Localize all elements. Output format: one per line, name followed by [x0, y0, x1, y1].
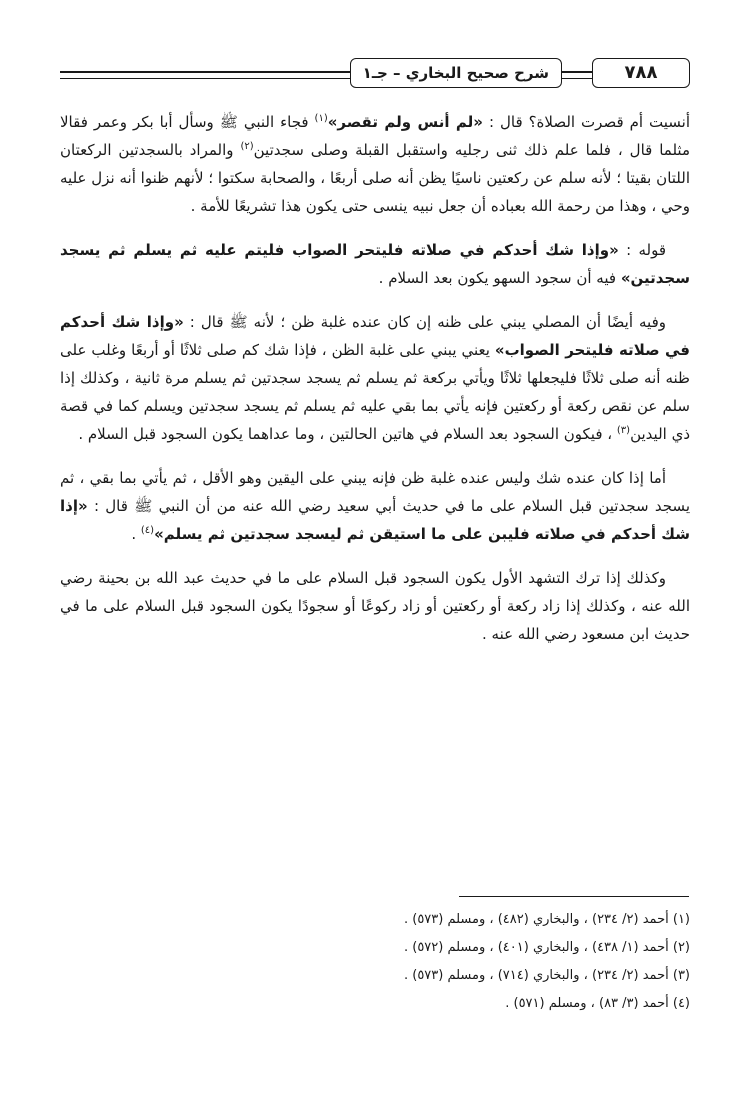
- footnote-3: (٣) أحمد (٢/ ٢٣٤) ، والبخاري (٧١٤) ، ومسلم (٥٧٣) .: [403, 968, 690, 983]
- paragraph-4: [60, 464, 690, 548]
- text-run: أنسيت أم قصرت الصلاة؟ قال :: [483, 113, 690, 131]
- text-run: .: [131, 525, 141, 543]
- footnote-4: (٤) أحمد (٣/ ٨٣) ، ومسلم (٥٧١) .: [505, 996, 690, 1011]
- text-run: وكذلك إذا ترك التشهد الأول يكون السجود قبل السلام على ما في حديث عبد الله بن بحينة رضي الله عنه ، وكذلك إذا زاد ركعة أو ركعتين أو زاد ركوعًا أو سجودًا يكون السجود قبل السلام على ما في حديث ابن مسعود رضي الله عنه .: [60, 569, 690, 643]
- paragraph-3: [60, 308, 690, 448]
- text-run: وفيه أيضًا أن المصلي يبني على ظنه إن كان عنده غلبة ظن ؛ لأنه ﷺ قال :: [183, 313, 666, 331]
- hadith-quote: «وإذا شك أحدكم في صلاته فليتحر الصواب»: [60, 313, 690, 359]
- running-header: [60, 58, 690, 88]
- footnote-ref-1[interactable]: (١): [314, 113, 328, 124]
- footnote-ref-2[interactable]: (٢): [240, 141, 254, 152]
- hadith-quote: «وإذا شك أحدكم في صلاته فليتحر الصواب فليتم عليه ثم يسلم ثم يسجد سجدتين»: [60, 241, 690, 287]
- footnote-2: (٢) أحمد (١/ ٤٣٨) ، والبخاري (٤٠١) ، ومسلم (٥٧٢) .: [403, 940, 690, 955]
- footnote-separator: [459, 896, 689, 897]
- text-run: والمراد بالسجدتين الركعتان اللتان بقيتا ؛ لأنه سلم عن ركعتين ناسيًا يظن أنه صلى أربعًا ، والصحابة سكتوا ؛ لأنهم ظنوا أنه نزل عليه وحي ، وهذا من رحمة الله بعباده أن جعل نبيه ينسى حتى يكون هذا تشريعًا للأمة .: [60, 141, 690, 215]
- text-run: أما إذا كان عنده شك وليس عنده غلبة ظن فإنه يبني على اليقين وهو الأقل ، ثم يأتي بما بقي ، ثم يسجد سجدتين قبل السلام على ما في حديث أبي سعيد رضي الله عنه من أن النبي ﷺ قال :: [60, 469, 690, 515]
- paragraph-2: [60, 236, 690, 292]
- text-run: فيه أن سجود السهو يكون بعد السلام .: [378, 269, 621, 287]
- main-text: [60, 108, 690, 664]
- book-title: شرح صحيح البخاري – جـ١: [350, 58, 562, 88]
- footnote-ref-3[interactable]: (٣): [616, 425, 631, 436]
- footnotes: [60, 906, 690, 1018]
- paragraph-1: [60, 108, 690, 220]
- page-number: ٧٨٨: [592, 58, 690, 88]
- text-run: ، فيكون السجود بعد السلام في هاتين الحالتين ، وما عداهما يكون السجود قبل السلام .: [78, 425, 617, 443]
- paragraph-5: [60, 564, 690, 648]
- text-run: يعني يبني على غلبة الظن ، فإذا شك كم صلى ثلاثًا أو أربعًا وغلب على ظنه أنه صلى ثلاثًا فليجعلها ثلاثًا ويأتي بركعة ثم يسلم ثم يسجد سجدتين ثم يسلم مرة ثانية ، وكذلك إذا سلم عن نقص ركعة أو ركعتين فإنه يأتي بما بقي عليه ثم يسلم ثم يسجد سجدتين ويسلم كما في قصة ذي اليدين: [60, 341, 690, 443]
- hadith-quote: «لم أنس ولم تقصر»: [327, 113, 483, 131]
- footnote-ref-4[interactable]: (٤): [140, 525, 155, 536]
- footnote-1: (١) أحمد (٢/ ٢٣٤) ، والبخاري (٤٨٢) ، ومسلم (٥٧٣) .: [403, 912, 690, 927]
- text-run: قوله :: [618, 241, 666, 259]
- hadith-quote: «إذا شك أحدكم في صلاته فليبن على ما استيقن ثم ليسجد سجدتين ثم يسلم»: [60, 497, 690, 543]
- text-run: فجاء النبي ﷺ وسأل أبا بكر وعمر فقالا مثلما قال ، فلما علم ذلك ثنى رجليه واستقبل القبلة وصلى سجدتين: [60, 113, 690, 159]
